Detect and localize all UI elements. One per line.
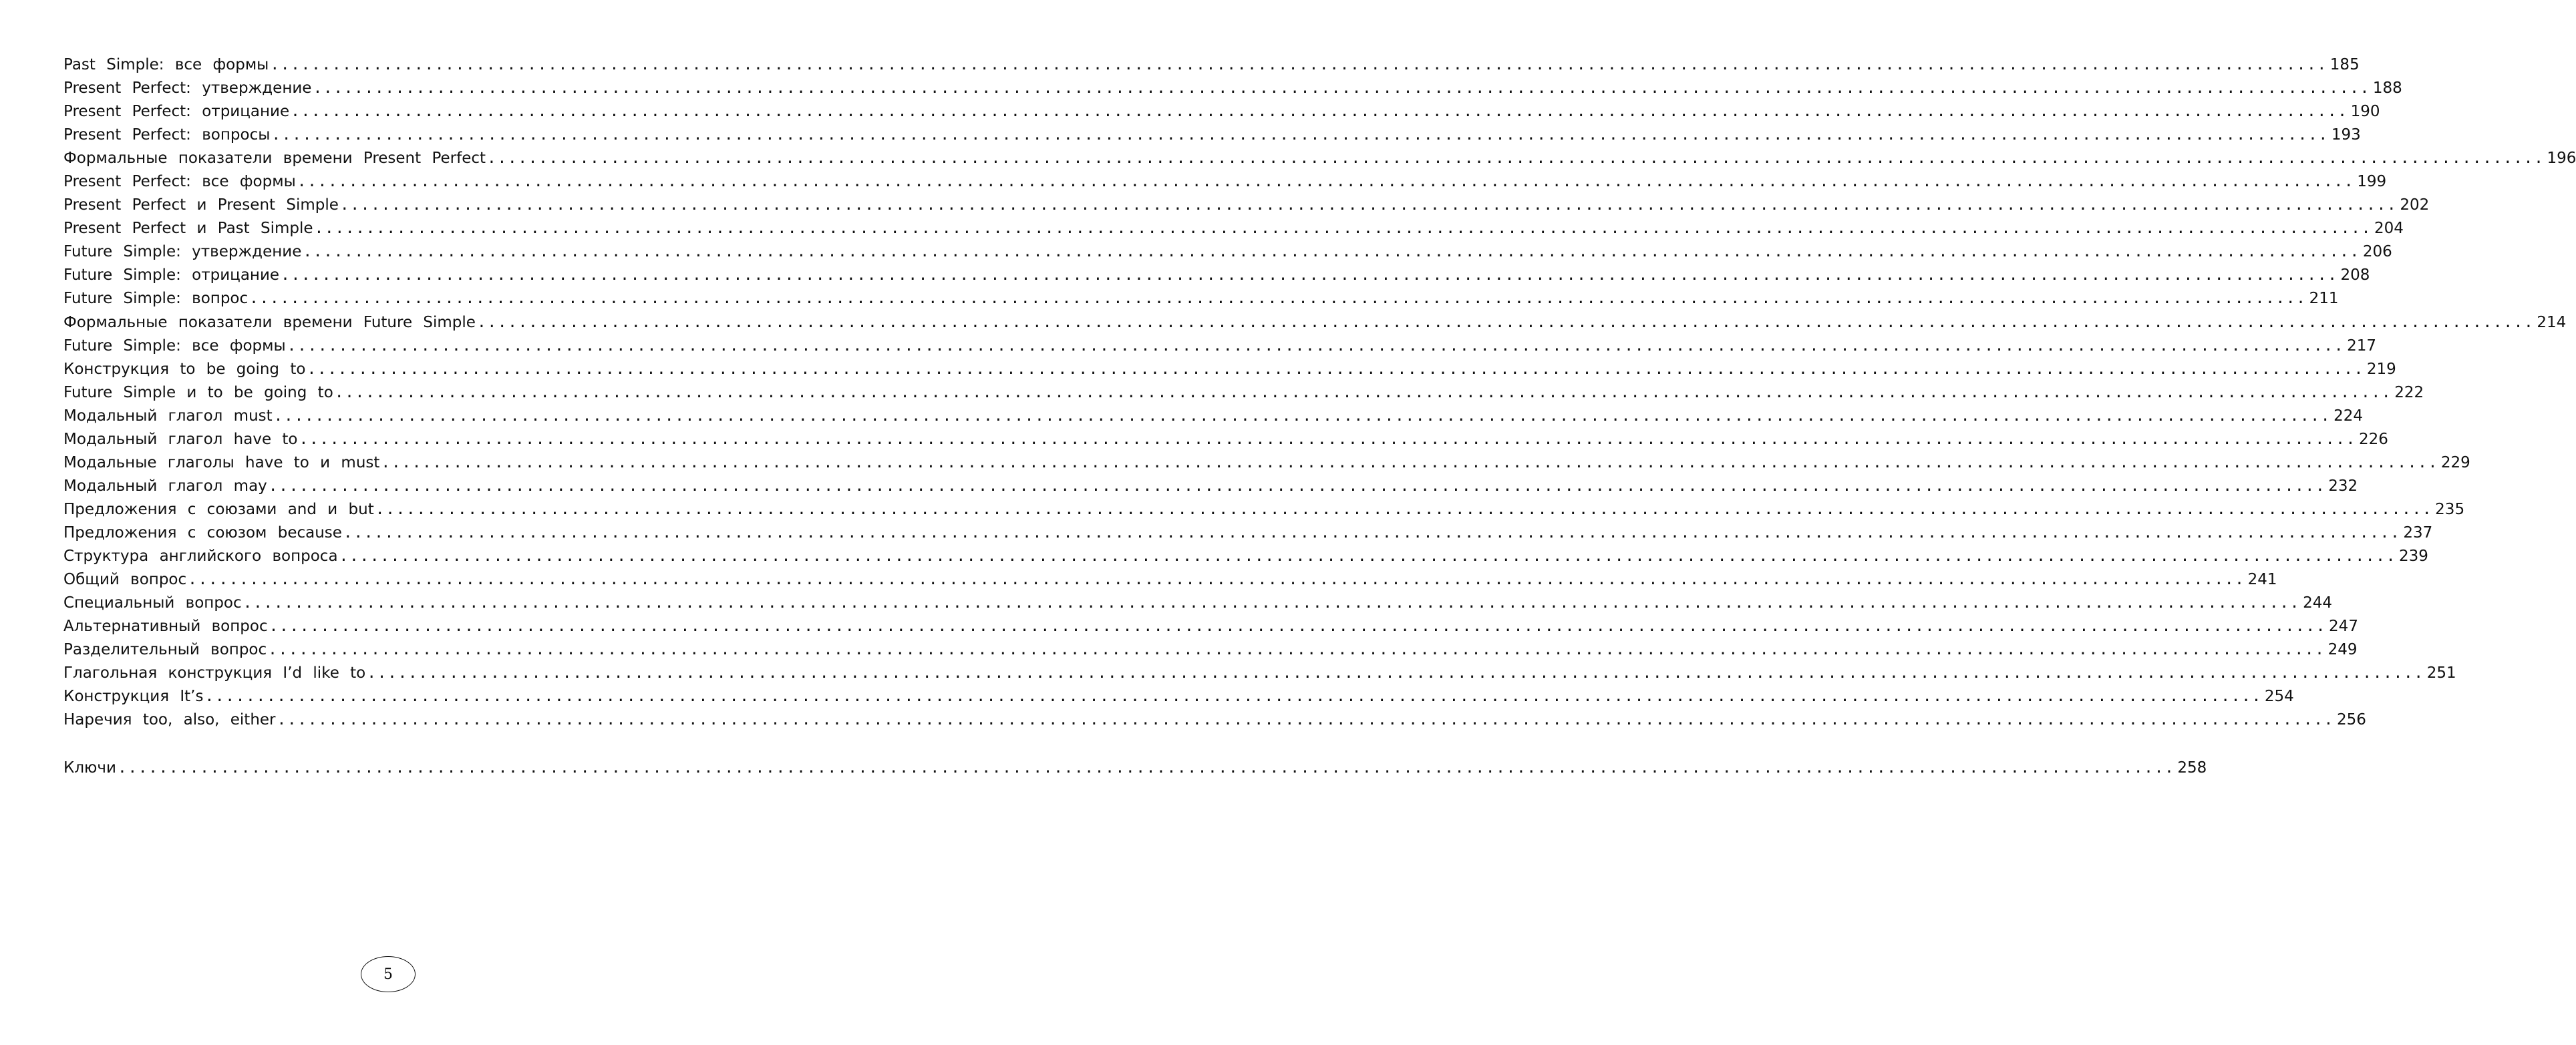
toc-entry[interactable]	[63, 381, 2424, 405]
keys-page-number: 258	[2177, 759, 2207, 777]
dot-leader: ........................................................................................................................................................................................................	[249, 290, 2307, 308]
toc-entry-page-number: 202	[2400, 196, 2430, 214]
toc-entry-page-number: 237	[2403, 524, 2433, 542]
dot-leader: ........................................................................................................................................................................................................	[204, 688, 2262, 706]
dot-leader: ........................................................................................................................................................................................................	[243, 594, 2301, 612]
toc-entry[interactable]	[63, 638, 2358, 662]
toc-entry[interactable]	[63, 451, 2470, 475]
dot-leader: ........................................................................................................................................................................................................	[297, 173, 2355, 191]
toc-entry-title: Структура английского вопроса	[63, 547, 338, 565]
dot-leader: ........................................................................................................................................................................................................	[334, 383, 2392, 401]
dot-leader: ........................................................................................................................................................................................................	[268, 477, 2326, 495]
toc-entry-page-number: 214	[2537, 313, 2567, 331]
dot-leader: ........................................................................................................................................................................................................	[303, 243, 2360, 261]
toc-entry-page-number: 256	[2336, 711, 2366, 729]
toc-entry-page-number: 254	[2264, 688, 2294, 706]
dot-leader: ........................................................................................................................................................................................................	[281, 266, 2338, 284]
toc-entry-title: Future Simple: все формы	[63, 337, 286, 355]
toc-entry-title: Present Perfect и Present Simple	[63, 196, 339, 214]
dot-leader: ........................................................................................................................................................................................................	[117, 759, 2175, 777]
toc-entry-title: Формальные показатели времени Future Simple	[63, 313, 476, 331]
toc-entry-page-number: 199	[2357, 173, 2387, 191]
toc-entry[interactable]	[63, 358, 2396, 381]
dot-leader: ........................................................................................................................................................................................................	[277, 711, 2334, 729]
toc-entry-title: Разделительный вопрос	[63, 641, 267, 659]
toc-entry[interactable]	[63, 217, 2404, 240]
dot-leader: ........................................................................................................................................................................................................	[268, 641, 2325, 659]
toc-entry-page-number: 211	[2309, 290, 2339, 308]
toc-entry[interactable]	[63, 475, 2358, 498]
page-number-badge	[361, 956, 416, 992]
toc-entry-title: Модальные глаголы have to и must	[63, 453, 380, 471]
toc-entry-page-number: 193	[2331, 126, 2361, 144]
dot-leader: ........................................................................................................................................................................................................	[476, 313, 2535, 331]
dot-leader: ........................................................................................................................................................................................................	[314, 220, 2372, 238]
toc-entry[interactable]	[63, 568, 2277, 592]
toc-entry-page-number: 217	[2347, 337, 2377, 355]
toc-entry-page-number: 190	[2350, 103, 2380, 121]
toc-entry-title: Модальный глагол may	[63, 477, 267, 495]
toc-entry-title: Present Perfect: отрицание	[63, 103, 290, 121]
toc-entry[interactable]	[63, 592, 2332, 615]
toc-entry-title: Future Simple: отрицание	[63, 266, 280, 284]
dot-leader: ........................................................................................................................................................................................................	[299, 430, 2356, 448]
toc-entry-page-number: 232	[2328, 477, 2358, 495]
toc-entry-page-number: 244	[2303, 594, 2332, 612]
table-of-contents	[63, 53, 2576, 732]
toc-entry-title: Present Perfect и Past Simple	[63, 220, 313, 238]
toc-entry[interactable]	[63, 685, 2294, 708]
toc-entry-title: Present Perfect: утверждение	[63, 79, 312, 97]
dot-leader: ........................................................................................................................................................................................................	[188, 571, 2245, 589]
toc-entry-page-number: 239	[2398, 547, 2428, 565]
toc-entry-title: Future Simple: вопрос	[63, 290, 249, 308]
toc-entry-page-number: 185	[2329, 56, 2360, 73]
toc-entry-title: Наречия too, also, either	[63, 711, 276, 729]
toc-entry-page-number: 224	[2333, 407, 2363, 425]
toc-entry-title: Конструкция It’s	[63, 688, 204, 706]
dot-leader: ........................................................................................................................................................................................................	[273, 407, 2331, 425]
toc-entry[interactable]	[63, 77, 2402, 100]
toc-entry[interactable]	[63, 194, 2430, 217]
toc-entry-page-number: 235	[2435, 500, 2465, 518]
dot-leader: ........................................................................................................................................................................................................	[343, 524, 2401, 542]
toc-entry-title: Специальный вопрос	[63, 594, 242, 612]
toc-entry-title: Модальный глагол have to	[63, 430, 298, 448]
toc-entry-title: Альтернативный вопрос	[63, 618, 268, 636]
keys-title: Ключи	[63, 759, 116, 777]
toc-entry-page-number: 241	[2247, 571, 2277, 589]
toc-entry-page-number: 247	[2329, 618, 2358, 636]
toc-entry-title: Предложения с союзом because	[63, 524, 342, 542]
dot-leader: ........................................................................................................................................................................................................	[367, 664, 2424, 682]
toc-entry[interactable]	[63, 428, 2388, 451]
toc-entry-title: Past Simple: все формы	[63, 56, 269, 73]
dot-leader: ........................................................................................................................................................................................................	[307, 360, 2364, 378]
toc-entry[interactable]	[63, 124, 2361, 147]
keys-entry[interactable]	[63, 757, 2207, 780]
page-number: 5	[383, 966, 393, 983]
toc-entry-title: Формальные показатели времени Present Perfect	[63, 150, 486, 168]
toc-entry[interactable]	[63, 53, 2360, 77]
dot-leader: ........................................................................................................................................................................................................	[339, 547, 2396, 565]
dot-leader: ........................................................................................................................................................................................................	[381, 453, 2438, 471]
toc-entry-title: Общий вопрос	[63, 571, 187, 589]
toc-entry-page-number: 188	[2372, 79, 2402, 97]
toc-entry[interactable]	[63, 170, 2387, 194]
toc-entry[interactable]	[63, 240, 2392, 264]
dot-leader: ........................................................................................................................................................................................................	[313, 79, 2370, 97]
toc-entry-page-number: 206	[2362, 243, 2392, 261]
toc-entry[interactable]	[63, 100, 2380, 124]
dot-leader: ........................................................................................................................................................................................................	[270, 56, 2327, 73]
toc-entry[interactable]	[63, 405, 2363, 428]
toc-entry-title: Present Perfect: все формы	[63, 173, 296, 191]
toc-entry[interactable]	[63, 335, 2377, 358]
dot-leader: ........................................................................................................................................................................................................	[291, 103, 2348, 121]
toc-entry-page-number: 222	[2394, 383, 2424, 401]
toc-entry-page-number: 249	[2327, 641, 2358, 659]
dot-leader: ........................................................................................................................................................................................................	[487, 150, 2545, 168]
toc-entry-page-number: 204	[2374, 220, 2404, 238]
toc-entry-page-number: 196	[2547, 150, 2576, 168]
toc-entry-title: Present Perfect: вопросы	[63, 126, 271, 144]
toc-entry-title: Конструкция to be going to	[63, 360, 306, 378]
toc-entry[interactable]	[63, 521, 2433, 545]
toc-entry-page-number: 219	[2366, 360, 2396, 378]
toc-entry[interactable]	[63, 264, 2370, 287]
toc-entry-page-number: 251	[2426, 664, 2456, 682]
toc-entry-title: Глагольная конструкция I’d like to	[63, 664, 366, 682]
toc-entry[interactable]	[63, 615, 2358, 638]
dot-leader: ........................................................................................................................................................................................................	[287, 337, 2345, 355]
toc-entry-title: Future Simple и to be going to	[63, 383, 333, 401]
toc-entry-title: Future Simple: утверждение	[63, 243, 302, 261]
toc-entry-page-number: 208	[2340, 266, 2370, 284]
toc-entry[interactable]	[63, 287, 2339, 310]
dot-leader: ........................................................................................................................................................................................................	[269, 618, 2327, 636]
toc-entry-title: Предложения с союзами and и but	[63, 500, 374, 518]
dot-leader: ........................................................................................................................................................................................................	[271, 126, 2329, 144]
dot-leader: ........................................................................................................................................................................................................	[375, 500, 2433, 518]
toc-entry[interactable]	[63, 708, 2366, 732]
toc-entry[interactable]	[63, 147, 2576, 170]
toc-entry-page-number: 229	[2440, 453, 2470, 471]
toc-entry[interactable]	[63, 311, 2567, 335]
toc-entry[interactable]	[63, 498, 2465, 521]
toc-entry-page-number: 226	[2358, 430, 2388, 448]
toc-entry[interactable]	[63, 662, 2456, 685]
dot-leader: ........................................................................................................................................................................................................	[339, 196, 2398, 214]
toc-entry-title: Модальный глагол must	[63, 407, 273, 425]
toc-entry[interactable]	[63, 545, 2428, 568]
